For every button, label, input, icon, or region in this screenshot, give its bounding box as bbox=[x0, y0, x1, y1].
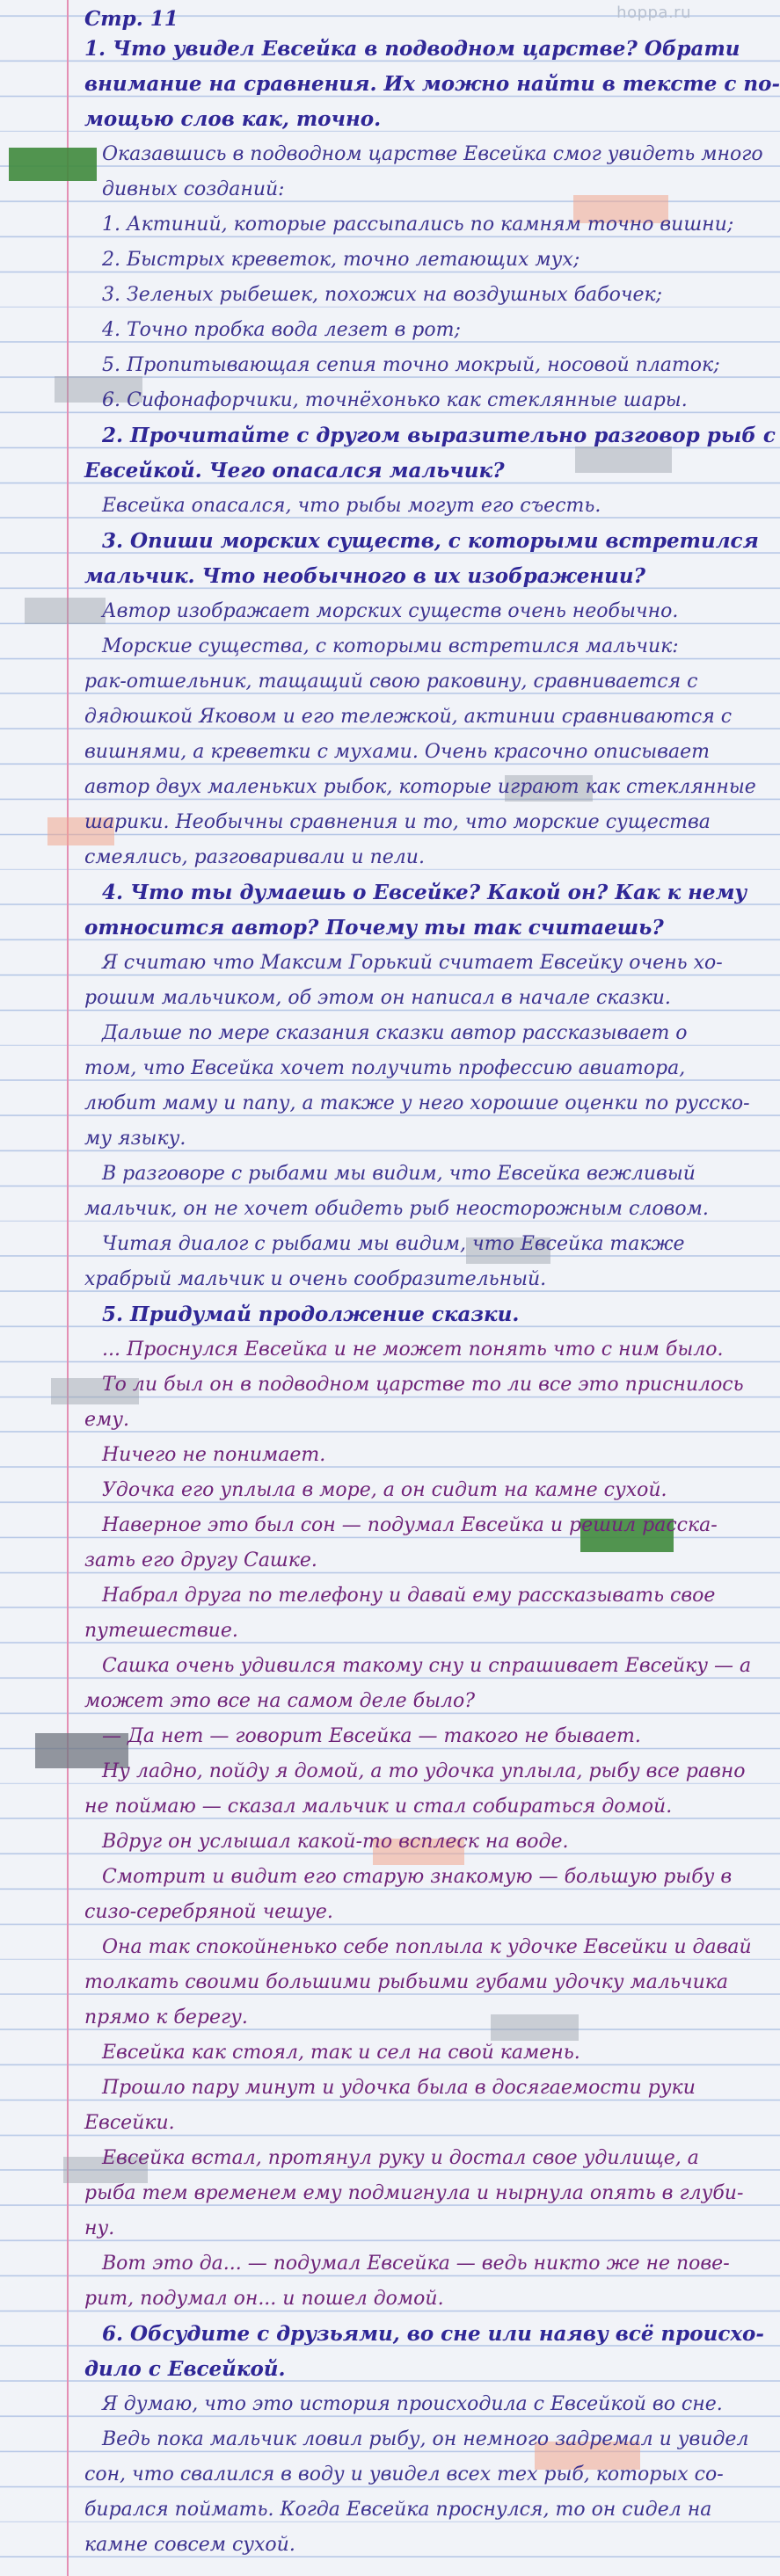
question-line: дило с Евсейкой. bbox=[84, 2357, 286, 2381]
question-line: 4. Что ты думаешь о Евсейке? Какой он? Как к нему bbox=[102, 881, 747, 904]
answer-line: рошим мальчиком, об этом он написал в начале сказки. bbox=[84, 987, 671, 1009]
watermark-site: hoppa.ru bbox=[616, 4, 691, 22]
answer-line: Дальше по мере сказания сказки автор рассказывает о bbox=[102, 1022, 688, 1044]
page-number: Стр. 11 bbox=[84, 7, 179, 31]
answer-line: Удочка его уплыла в море, а он сидит на камне сухой. bbox=[102, 1479, 667, 1501]
answer-line: Автор изображает морских существ очень необычно. bbox=[102, 600, 679, 622]
answer-line: му языку. bbox=[84, 1128, 186, 1150]
question-line: 5. Придумай продолжение сказки. bbox=[102, 1303, 520, 1326]
answer-line: Я думаю, что это история происходила с Евсейкой во сне. bbox=[102, 2393, 723, 2415]
answer-line: Евсейки. bbox=[84, 2112, 175, 2134]
answer-line: мальчик, он не хочет обидеть рыб неосторожным словом. bbox=[84, 1198, 709, 1220]
answer-line: Морские существа, с которыми встретился мальчик: bbox=[102, 635, 679, 657]
answer-line: дядюшкой Яковом и его тележкой, актинии сравниваются с bbox=[84, 706, 733, 728]
answer-line: вишнями, а креветки с мухами. Очень красочно описывает bbox=[84, 741, 710, 763]
answer-line: храбрый мальчик и очень сообразительный. bbox=[84, 1268, 547, 1290]
grey-stamp bbox=[25, 598, 106, 624]
answer-line: Она так спокойненько себе поплыла к удочке Евсейки и давай bbox=[102, 1936, 752, 1958]
answer-line: Сашка очень удивился такому сну и спрашивает Евсейку — а bbox=[102, 1655, 752, 1677]
answer-line: Я считаю что Максим Горький считает Евсейку очень хо- bbox=[102, 952, 723, 974]
answer-line: рыба тем временем ему подмигнула и нырнула опять в глуби- bbox=[84, 2182, 744, 2204]
answer-line: Евсейка как стоял, так и сел на свой камень. bbox=[102, 2042, 580, 2064]
answer-line: 3. Зеленых рыбешек, похожих на воздушных бабочек; bbox=[102, 284, 663, 306]
answer-line: может это все на самом деле было? bbox=[84, 1690, 476, 1712]
answer-line: сон, что свалился в воду и увидел всех тех рыб, которых со- bbox=[84, 2464, 724, 2485]
answer-line: сизо-серебряной чешуе. bbox=[84, 1901, 333, 1923]
question-line: 6. Обсудите с друзьями, во сне или наяву всё происхо- bbox=[102, 2322, 764, 2346]
answer-line: Читая диалог с рыбами мы видим, что Евсейка также bbox=[102, 1233, 685, 1255]
answer-line: Наверное это был сон — подумал Евсейка и решил расска- bbox=[102, 1514, 718, 1536]
answer-line: любит маму и папу, а также у него хорошие оценки по русско- bbox=[84, 1092, 750, 1114]
answer-line: не поймаю — сказал мальчик и стал собираться домой. bbox=[84, 1796, 673, 1818]
answer-line: Вот это да... — подумал Евсейка — ведь никто же не пове- bbox=[102, 2253, 730, 2275]
answer-line: То ли был он в подводном царстве то ли все это приснилось bbox=[102, 1374, 744, 1396]
answer-line: 5. Пропитывающая сепия точно мокрый, носовой платок; bbox=[102, 354, 720, 376]
answer-line: ему. bbox=[84, 1409, 130, 1431]
answer-line: рак-отшельник, тащащий свою раковину, сравнивается с bbox=[84, 671, 698, 693]
answer-line: Смотрит и видит его старую знакомую — большую рыбу в bbox=[102, 1866, 733, 1888]
answer-line: Ничего не понимает. bbox=[102, 1444, 326, 1466]
answer-line: В разговоре с рыбами мы видим, что Евсейка вежливый bbox=[102, 1163, 696, 1185]
answer-line: Прошло пару минут и удочка была в досягаемости руки bbox=[102, 2077, 696, 2099]
answer-line: Ну ладно, пойду я домой, а то удочка уплыла, рыбу все равно bbox=[102, 1760, 746, 1782]
answer-line: Набрал друга по телефону и давай ему рассказывать свое bbox=[102, 1585, 716, 1607]
question-line: мальчик. Что необычного в их изображении? bbox=[84, 564, 646, 588]
answer-line: толкать своими большими рыбьими губами удочку мальчика bbox=[84, 1971, 728, 1993]
question-line: 2. Прочитайте с другом выразительно разговор рыб с bbox=[102, 424, 776, 447]
answer-line: ... Проснулся Евсейка и не может понять что с ним было. bbox=[102, 1339, 724, 1361]
answer-line: шарики. Необычны сравнения и то, что морские существа bbox=[84, 811, 711, 833]
question-line: 1. Что увидел Евсейка в подводном царстве? Обрати bbox=[84, 37, 740, 61]
question-line: внимание на сравнения. Их можно найти в тексте с по- bbox=[84, 72, 780, 96]
answer-line: Евсейка встал, протянул руку и достал свое удилище, а bbox=[102, 2147, 699, 2169]
answer-line: рит, подумал он... и пошел домой. bbox=[84, 2288, 444, 2310]
answer-line: Евсейка опасался, что рыбы могут его съесть. bbox=[102, 495, 601, 517]
answer-line: дивных созданий: bbox=[102, 178, 285, 200]
answer-line: 4. Точно пробка вода лезет в рот; bbox=[102, 319, 461, 341]
question-line: мощью слов как, точно. bbox=[84, 107, 382, 131]
answer-line: 1. Актиний, которые рассыпались по камням точно вишни; bbox=[102, 214, 734, 236]
answer-line: том, что Евсейка хочет получить профессию авиатора, bbox=[84, 1057, 686, 1079]
answer-line: Ведь пока мальчик ловил рыбу, он немного задремал и увидел bbox=[102, 2428, 749, 2450]
answer-line: смеялись, разговаривали и пели. bbox=[84, 846, 425, 868]
answer-line: Оказавшись в подводном царстве Евсейка смог увидеть много bbox=[102, 143, 763, 165]
answer-line: Вдруг он услышал какой-то всплеск на воде. bbox=[102, 1831, 569, 1853]
answer-line: прямо к берегу. bbox=[84, 2006, 248, 2028]
green-marker bbox=[9, 148, 97, 181]
answer-line: зать его другу Сашке. bbox=[84, 1549, 317, 1571]
answer-line: 6. Сифонафорчики, точнёхонько как стеклянные шары. bbox=[102, 389, 688, 411]
answer-line: ну. bbox=[84, 2217, 115, 2239]
question-line: Евсейкой. Чего опасался мальчик? bbox=[84, 459, 505, 483]
answer-line: 2. Быстрых креветок, точно летающих мух; bbox=[102, 249, 580, 271]
answer-line: — Да нет — говорит Евсейка — такого не бывает. bbox=[102, 1725, 641, 1747]
answer-line: автор двух маленьких рыбок, которые играют как стеклянные bbox=[84, 776, 756, 798]
answer-line: камне совсем сухой. bbox=[84, 2534, 295, 2556]
question-line: относится автор? Почему ты так считаешь? bbox=[84, 916, 664, 940]
answer-line: бирался поймать. Когда Евсейка проснулся, то он сидел на bbox=[84, 2499, 712, 2521]
answer-line: путешествие. bbox=[84, 1620, 238, 1642]
question-line: 3. Опиши морских существ, с которыми встретился bbox=[102, 529, 759, 553]
